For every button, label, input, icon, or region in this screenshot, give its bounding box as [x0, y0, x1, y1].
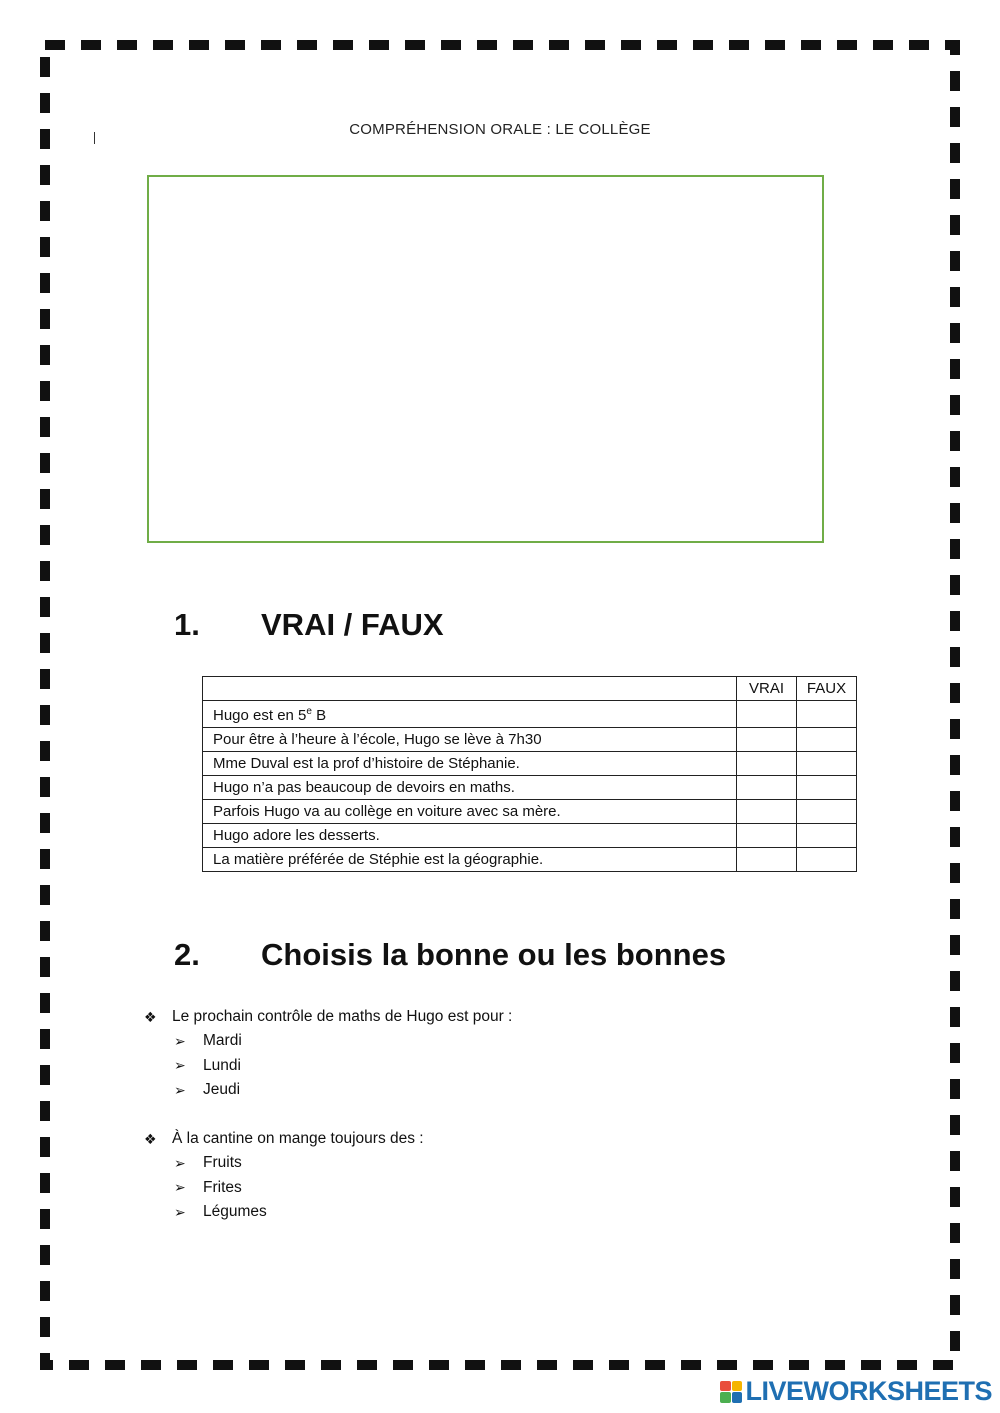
vrai-answer-cell[interactable] [737, 800, 797, 824]
logo-square [732, 1381, 743, 1392]
document-title: COMPRÉHENSION ORALE : LE COLLÈGE [349, 121, 651, 138]
arrow-bullet-icon: ➢ [174, 1154, 186, 1171]
table-row [203, 776, 857, 800]
vrai-answer-cell[interactable] [737, 824, 797, 848]
answer-option[interactable] [174, 1054, 512, 1079]
section-2-number: 2. [174, 937, 200, 972]
brand-name: LIVEWORKSHEETS [745, 1376, 992, 1406]
vrai-answer-cell[interactable] [737, 728, 797, 752]
vrai-answer-cell[interactable] [737, 776, 797, 800]
question-2-prompt [144, 1127, 424, 1151]
section-1-title: VRAI / FAUX [261, 607, 444, 642]
table-header-row [203, 677, 857, 701]
header-faux: FAUX [797, 677, 857, 701]
liveworksheets-brand [720, 1376, 992, 1407]
statement-cell [203, 701, 737, 728]
statement-cell: Hugo adore les desserts. [203, 824, 737, 848]
faux-answer-cell[interactable] [797, 776, 857, 800]
image-placeholder-box [147, 175, 824, 543]
logo-square [720, 1392, 731, 1403]
table-row [203, 701, 857, 728]
option-label: Mardi [203, 1032, 242, 1050]
option-label: Légumes [203, 1203, 267, 1221]
statement-cell: Mme Duval est la prof d’histoire de Stéphanie. [203, 752, 737, 776]
arrow-bullet-icon: ➢ [174, 1032, 186, 1049]
arrow-bullet-icon: ➢ [174, 1179, 186, 1196]
answer-option[interactable] [174, 1029, 512, 1054]
vrai-answer-cell[interactable] [737, 848, 797, 872]
arrow-bullet-icon: ➢ [174, 1203, 186, 1220]
diamond-bullet-icon: ❖ [144, 1008, 157, 1025]
logo-square [720, 1381, 731, 1392]
question-2-text: À la cantine on mange toujours des : [172, 1130, 424, 1147]
header-statement [203, 677, 737, 701]
section-2-title: Choisis la bonne ou les bonnes [261, 937, 727, 972]
statement-text-1b: B [311, 707, 327, 724]
statement-cell: La matière préférée de Stéphie est la géographie. [203, 848, 737, 872]
faux-answer-cell[interactable] [797, 800, 857, 824]
option-label: Lundi [203, 1056, 241, 1074]
question-2 [144, 1127, 424, 1225]
faux-answer-cell[interactable] [797, 824, 857, 848]
vrai-answer-cell[interactable] [737, 752, 797, 776]
section-1-number: 1. [174, 607, 200, 642]
statement-text-1a: Hugo est en 5 [213, 707, 307, 724]
answer-option[interactable] [174, 1200, 424, 1225]
faux-answer-cell[interactable] [797, 752, 857, 776]
table-row [203, 824, 857, 848]
statement-cell: Parfois Hugo va au collège en voiture avec sa mère. [203, 800, 737, 824]
faux-answer-cell[interactable] [797, 701, 857, 728]
faux-answer-cell[interactable] [797, 848, 857, 872]
answer-option[interactable] [174, 1078, 512, 1103]
section-1-heading [174, 607, 444, 643]
arrow-bullet-icon: ➢ [174, 1057, 186, 1074]
liveworksheets-logo-icon [720, 1381, 742, 1403]
table-row [203, 848, 857, 872]
question-1-prompt [144, 1005, 512, 1029]
question-1-text: Le prochain contrôle de maths de Hugo est pour : [172, 1008, 513, 1025]
table-row [203, 728, 857, 752]
true-false-table [202, 676, 857, 872]
faux-answer-cell[interactable] [797, 728, 857, 752]
statement-cell: Pour être à l’heure à l’école, Hugo se lève à 7h30 [203, 728, 737, 752]
answer-option[interactable] [174, 1151, 424, 1176]
vrai-answer-cell[interactable] [737, 701, 797, 728]
answer-option[interactable] [174, 1176, 424, 1201]
header-vrai: VRAI [737, 677, 797, 701]
option-label: Jeudi [203, 1081, 241, 1099]
option-label: Frites [203, 1178, 242, 1196]
table-row [203, 752, 857, 776]
statement-sup: e [306, 706, 312, 717]
question-1 [144, 1005, 512, 1103]
section-2-heading [174, 937, 726, 973]
option-label: Fruits [203, 1154, 242, 1172]
statement-cell: Hugo n’a pas beaucoup de devoirs en maths. [203, 776, 737, 800]
diamond-bullet-icon: ❖ [144, 1130, 157, 1147]
arrow-bullet-icon: ➢ [174, 1081, 186, 1098]
logo-square [732, 1392, 743, 1403]
table-row [203, 800, 857, 824]
